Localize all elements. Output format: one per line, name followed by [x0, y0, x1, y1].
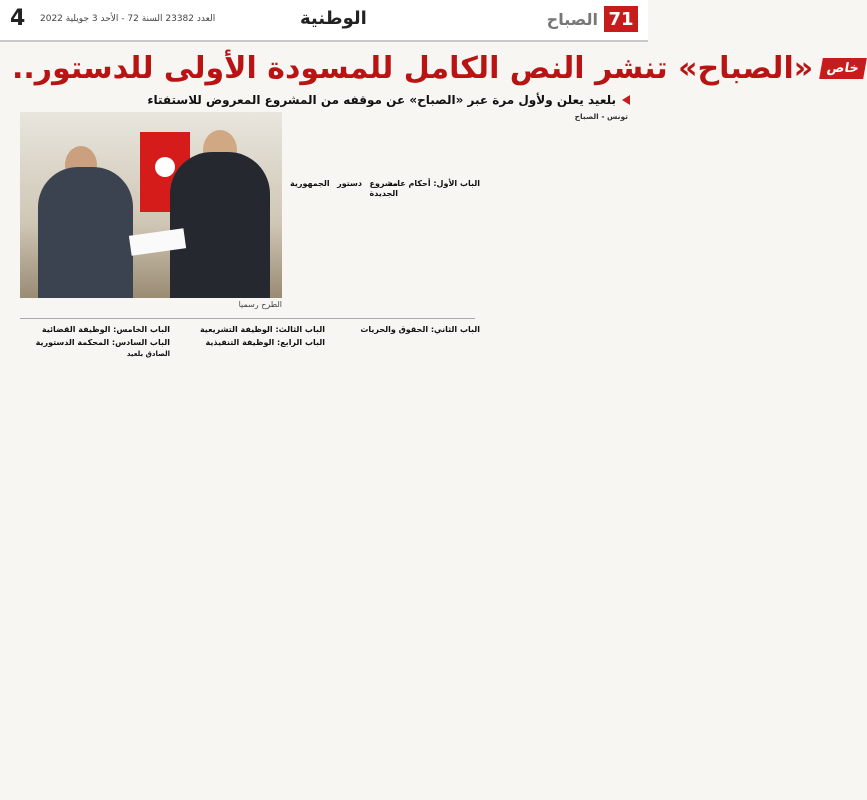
person-figure [38, 167, 133, 298]
person-figure [170, 152, 270, 298]
brand-logo: 71 [604, 6, 638, 32]
issue-info: العدد 23382 السنة 72 - الأحد 3 جويلية 2022 [40, 14, 216, 24]
section-heading: الباب الثاني: الحقوق والحريات [360, 325, 480, 334]
section-heading: مشروع دستور الجمهورية الجديدة [290, 179, 398, 198]
article-column [330, 322, 480, 792]
article-intro [290, 112, 628, 172]
byline: الصادق بلعيد [126, 350, 170, 358]
headline-title: «الصباح» تنشر النص الكامل للمسودة الأولى للدستور.. [12, 50, 814, 86]
article-column [480, 176, 630, 792]
page-number: 4 [10, 6, 26, 31]
article-column [175, 322, 325, 792]
divider [20, 318, 475, 319]
photo-caption: الطرح رسميا [238, 300, 282, 309]
section-title: الوطنية [300, 8, 367, 29]
article-photo [20, 112, 282, 298]
section-heading: الباب السادس: المحكمة الدستورية [35, 337, 170, 347]
exclusive-tag: خاص [819, 58, 866, 79]
section-heading: الباب الأول: أحكام عامة [387, 179, 480, 188]
brand [546, 4, 638, 34]
page-header [0, 0, 648, 42]
article-column [20, 322, 170, 792]
subheadline [20, 92, 630, 108]
section-heading: الباب الرابع: الوظيفة التنفيذية [205, 337, 325, 347]
section-heading: الباب الخامس: الوظيفة القضائية [41, 325, 170, 334]
section-heading: الباب الثالث: الوظيفة التشريعية [199, 325, 325, 334]
dateline: تونس - الصباح [574, 112, 628, 121]
headline [12, 48, 861, 88]
brand-name: الصباح [546, 9, 598, 29]
subheadline-text: بلعيد يعلن ولأول مرة عبر «الصباح» عن موقفه من المشروع المعروض للاستفتاء [147, 93, 616, 107]
arrow-icon [622, 95, 630, 105]
